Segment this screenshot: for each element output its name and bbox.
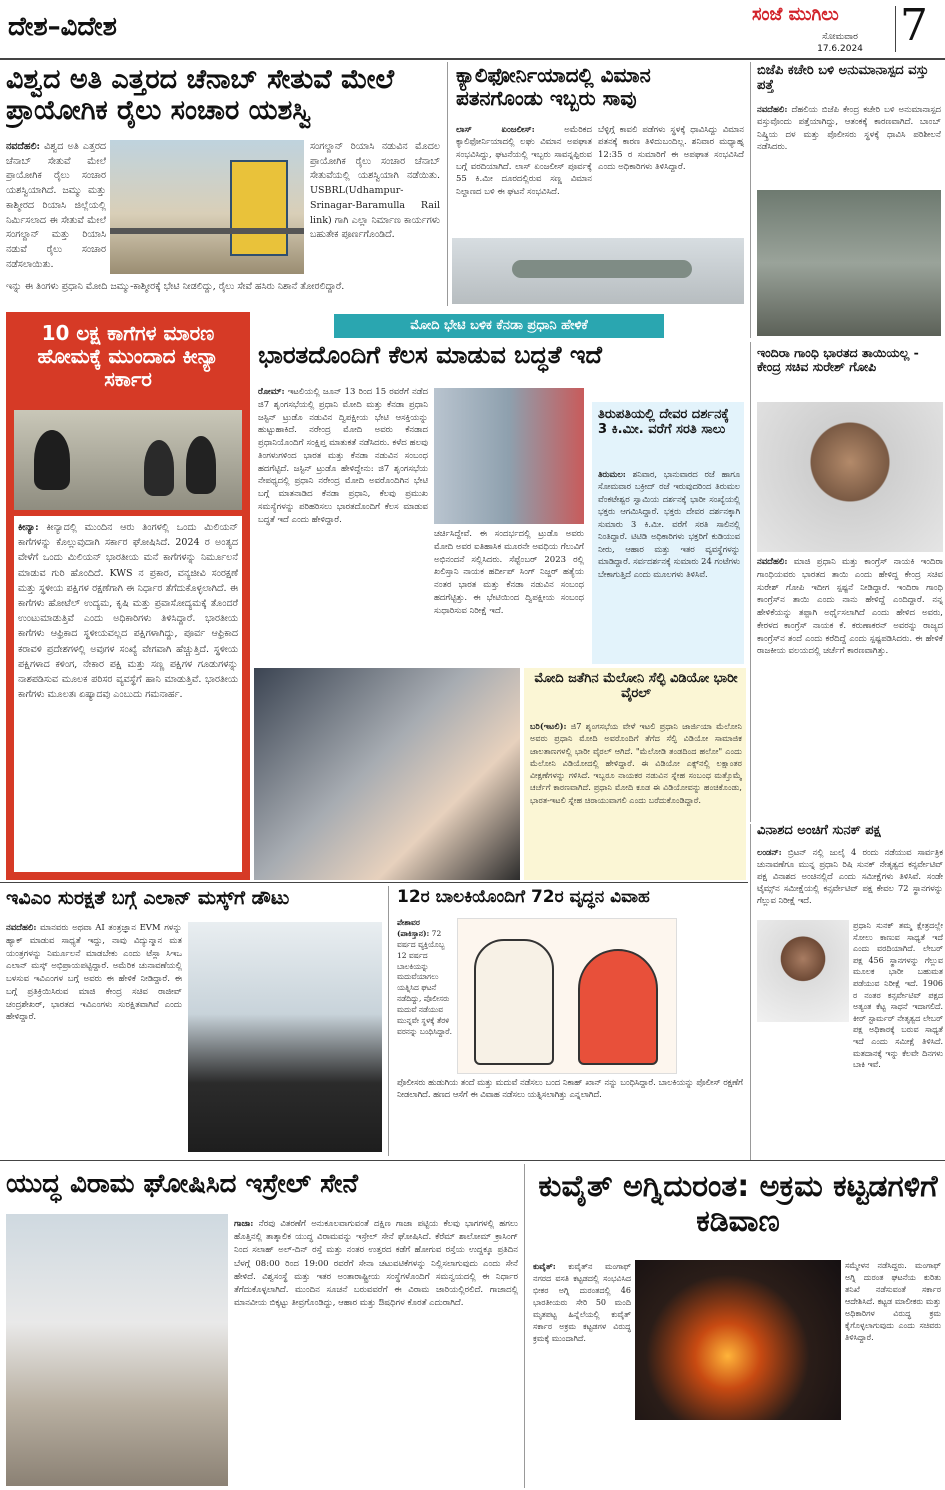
dateline: ಕುವೈತ್:	[533, 1261, 556, 1271]
headline: ಇಂದಿರಾ ಗಾಂಧಿ ಭಾರತದ ತಾಯಿಯಲ್ಲ - ಕೇಂದ್ರ ಸಚಿವ ಸುರೇಶ್ ಗೋಪಿ	[757, 346, 919, 375]
aircraft-photo	[452, 238, 744, 304]
headline: ಕುವೈತ್ ಅಗ್ನಿದುರಂತ: ಅಕ್ರಮ ಕಟ್ಟಡಗಳಿಗೆ ಕಡಿವಾಣ	[538, 1170, 938, 1239]
row-rule	[0, 882, 748, 883]
body-text: ನೆರವು ವಿತರಣೆಗೆ ಅನುಕೂಲವಾಗುವಂತೆ ದಕ್ಷಿಣ ಗಾಜಾ ಪಟ್ಟಿಯ ಕೆಲವು ಭಾಗಗಳಲ್ಲಿ ಹಗಲು ಹೊತ್ತಿನಲ್ಲಿ ತಾತ್ಕಾಲಿಕ ಯುದ್ಧ ವಿರಾಮವನ್ನು ಇಸ್ರೇಲ್ ಸೇನೆ ಘೋಷಿಸಿದೆ. ಕೆರೆಮ್ ಶಾಲೋಮ್ ಕ್ರಾಸಿಂಗ್ ನಿಂದ ಸಲಾಹ್ ಅಲ್-ದಿನ್ ರಸ್ತೆ ಮತ್ತು ನಂತರ ಉತ್ತರದ ಕಡೆಗೆ ಹೋಗುವ ರಸ್ತೆಯ ಉದ್ದಕ್ಕೂ ಪ್ರತಿದಿನ ಬೆಳಗ್ಗೆ 08:00 ರಿಂದ 19:00 ರವರೆಗೆ ಸೇನಾ ಚಟುವಟಿಕೆಗಳನ್ನು ನಿಲ್ಲಿಸಲಾಗುವುದು ಎಂದು ಸೇನೆ ಹೇಳಿದೆ. ವಿಶ್ವಸಂಸ್ಥೆ ಮತ್ತು ಇತರ ಅಂತಾರಾಷ್ಟ್ರೀಯ ಸಂಸ್ಥೆಗಳೊಂದಿಗೆ ಸಮನ್ವಯದಲ್ಲಿ ಈ ನಿರ್ಧಾರ ತೆಗೆದುಕೊಳ್ಳಲಾಗಿದೆ. ಮುಂದಿನ ಸೂಚನೆ ಬರುವವರೆಗೆ ಈ ವಿರಾಮ ಜಾರಿಯಲ್ಲಿರಲಿದೆ. ಗಾಜಾದಲ್ಲಿ ಮಾನವೀಯ ಬಿಕ್ಕಟ್ಟು ತೀವ್ರಗೊಂಡಿದ್ದು, ಆಹಾರ ಮತ್ತು ಔಷಧಿಗಳ ಕೊರತೆ ಎದುರಾಗಿದೆ.	[234, 1219, 518, 1309]
dateline: ಲಂಡನ್:	[757, 847, 782, 857]
wedding-illustration	[457, 918, 677, 1074]
dateline: ಲಾಸ್ ಏಂಜಲೀಸ್:	[456, 125, 535, 135]
body-2: ಪ್ರಧಾನಿ ಸುನಕ್ ತಮ್ಮ ಕ್ಷೇತ್ರದಲ್ಲೇ ಸೋಲು ಕಾಣುವ ಸಾಧ್ಯತೆ ಇದೆ ಎಂದು ವರದಿಯಾಗಿದೆ. ಲೇಬರ್ ಪಕ್ಷ 456 ಸ್ಥಾನಗಳನ್ನು ಗೆಲ್ಲುವ ಮೂಲಕ ಭಾರೀ ಬಹುಮತ ಪಡೆಯುವ ನಿರೀಕ್ಷೆ ಇದೆ. 1906 ರ ನಂತರ ಕನ್ಸರ್ವೇಟಿವ್ ಪಕ್ಷದ ಅತ್ಯಂತ ಕೆಟ್ಟ ಸಾಧನೆ ಇದಾಗಲಿದೆ. ಕೀರ್ ಸ್ಟಾರ್ಮರ್ ನೇತೃತ್ವದ ಲೇಬರ್ ಪಕ್ಷ ಅಧಿಕಾರಕ್ಕೆ ಬರುವ ಸಾಧ್ಯತೆ ಇದೆ ಎಂದು ಸಮೀಕ್ಷೆ ತಿಳಿಸಿದೆ. ಮತದಾನಕ್ಕೆ ಇನ್ನು ಕೆಲವೇ ದಿನಗಳು ಬಾಕಿ ಇವೆ.	[853, 921, 943, 1070]
aid-trucks-photo	[6, 1214, 228, 1486]
headline: 12ರ ಬಾಲಕಿಯೊಂದಿಗೆ 72ರ ವೃದ್ಧನ ವಿವಾಹ	[397, 888, 650, 907]
groom-figure	[474, 939, 554, 1065]
kicker: ಮೋದಿ ಭೇಟಿ ಬಳಿಕ ಕೆನಡಾ ಪ್ರಧಾನಿ ಹೇಳಿಕೆ	[334, 314, 664, 338]
masthead	[0, 0, 945, 58]
body	[530, 720, 742, 876]
building-fire-photo	[635, 1260, 841, 1420]
article-california	[447, 62, 747, 306]
body	[757, 846, 943, 918]
body	[456, 124, 592, 234]
article-suresh-gopi	[750, 342, 945, 822]
train-bridge-photo	[110, 140, 304, 274]
modi-trudeau-photo	[434, 388, 584, 524]
dateline: ನವದೆಹಲಿ:	[6, 923, 37, 933]
crows-photo	[14, 410, 242, 510]
headline: ವಿಶ್ವದ ಅತಿ ಎತ್ತರದ ಚೆನಾಬ್ ಸೇತುವೆ ಮೇಲೆ ಪ್ರಾಯೋಗಿಕ ರೈಲು ಸಂಚಾರ ಯಶಸ್ವಿ	[6, 64, 395, 127]
crow-shape	[186, 436, 216, 494]
page-number: 7	[900, 0, 928, 51]
body-text: ಜಿ7 ಶೃಂಗಸಭೆಯ ವೇಳೆ ಇಟಲಿ ಪ್ರಧಾನಿ ಜಾರ್ಜಿಯಾ ಮೆಲೋನಿ ಅವರು ಪ್ರಧಾನಿ ಮೋದಿ ಅವರೊಂದಿಗೆ ತೆಗೆದ ಸೆಲ್ಫಿ ವಿಡಿಯೋ ಸಾಮಾಜಿಕ ಜಾಲತಾಣಗಳಲ್ಲಿ ಭಾರೀ ವೈರಲ್ ಆಗಿದೆ. "ಮೆಲೋಡಿ ತಂಡದಿಂದ ಹಲೋ" ಎಂದು ಮೆಲೋನಿ ವಿಡಿಯೋದಲ್ಲಿ ಹೇಳಿದ್ದಾರೆ. ಈ ವಿಡಿಯೋ ಎಕ್ಸ್‌ನಲ್ಲಿ ಲಕ್ಷಾಂತರ ವೀಕ್ಷಣೆಗಳನ್ನು ಗಳಿಸಿದೆ. ಇಬ್ಬರೂ ನಾಯಕರ ನಡುವಿನ ಸ್ನೇಹ ಸಂಬಂಧ ಮತ್ತೊಮ್ಮೆ ಚರ್ಚೆಗೆ ಕಾರಣವಾಗಿದೆ. ಪ್ರಧಾನಿ ಮೋದಿ ಕೂಡ ಈ ವಿಡಿಯೋವನ್ನು ಹಂಚಿಕೊಂಡು, ಭಾರತ-ಇಟಲಿ ಸ್ನೇಹ ಚಿರಾಯುವಾಗಲಿ ಎಂದು ಬರೆದುಕೊಂಡಿದ್ದಾರೆ.	[530, 721, 742, 805]
body	[258, 386, 428, 658]
body	[397, 918, 453, 1068]
suresh-gopi-photo	[757, 402, 943, 552]
body-text: ಶನಿವಾರ, ಭಾನುವಾರದ ರಜೆ ಹಾಗೂ ಸೋಮವಾರ ಬಕ್ರೀದ್ ರಜೆ ಇರುವುದರಿಂದ ತಿರುಮಲ ವೆಂಕಟೇಶ್ವರ ಸ್ವಾಮಿಯ ದರ್ಶನಕ್ಕೆ ಭಾರೀ ಸಂಖ್ಯೆಯಲ್ಲಿ ಭಕ್ತರು ಆಗಮಿಸಿದ್ದಾರೆ. ಭಕ್ತರು ದೇವರ ದರ್ಶನಕ್ಕಾಗಿ ಸುಮಾರು 3 ಕಿ.ಮೀ. ವರೆಗೆ ಸರತಿ ಸಾಲಿನಲ್ಲಿ ನಿಂತಿದ್ದಾರೆ. ಟಿಟಿಡಿ ಅಧಿಕಾರಿಗಳು ಭಕ್ತರಿಗೆ ಕುಡಿಯುವ ನೀರು, ಆಹಾರ ಮತ್ತು ಇತರ ವ್ಯವಸ್ಥೆಗಳನ್ನು ಮಾಡಿದ್ದಾರೆ. ಸರ್ವದರ್ಶನಕ್ಕೆ ಸುಮಾರು 24 ಗಂಟೆಗಳು ಬೇಕಾಗುತ್ತಿದೆ ಎಂದು ಮೂಲಗಳು ತಿಳಿಸಿವೆ.	[598, 469, 740, 579]
body-text: ಮಾನವರು ಅಥವಾ AI ತಂತ್ರಜ್ಞಾನ EVM ಗಳನ್ನು ಹ್ಯಾಕ್ ಮಾಡುವ ಸಾಧ್ಯತೆ ಇದ್ದು, ನಾವು ವಿದ್ಯುನ್ಮಾನ ಮತ ಯಂತ್ರಗಳನ್ನು ನಿರ್ಮೂಲನೆ ಮಾಡಬೇಕು ಎಂದು ಟೆಸ್ಲಾ ಸಿಇಒ ಎಲಾನ್ ಮಸ್ಕ್ ಅಭಿಪ್ರಾಯಪಟ್ಟಿದ್ದಾರೆ. ಅಮೆರಿಕ ಚುನಾವಣೆಯಲ್ಲಿ ಬಳಸುವ ಇವಿಎಂಗಳ ಬಗ್ಗೆ ಅವರು ಈ ಹೇಳಿಕೆ ನೀಡಿದ್ದಾರೆ. ಈ ಬಗ್ಗೆ ಪ್ರತಿಕ್ರಿಯಿಸಿರುವ ಮಾಜಿ ಕೇಂದ್ರ ಸಚಿವ ರಾಜೀವ್ ಚಂದ್ರಶೇಖರ್, ಭಾರತದ ಇವಿಎಂಗಳು ಸುರಕ್ಷಿತವಾಗಿವೆ ಎಂದು ಹೇಳಿದ್ದಾರೆ.	[6, 923, 182, 1023]
article-musk	[4, 886, 384, 1156]
body-text: ಕೀನ್ಯಾದಲ್ಲಿ ಮುಂದಿನ ಆರು ತಿಂಗಳಲ್ಲಿ ಒಂದು ಮಿಲಿಯನ್ ಕಾಗೆಗಳನ್ನು ಕೊಲ್ಲುವುದಾಗಿ ಸರ್ಕಾರ ಘೋಷಿಸಿದೆ. 2024 ರ ಅಂತ್ಯದ ವೇಳೆಗೆ ಒಂದು ಮಿಲಿಯನ್ ಭಾರತೀಯ ಮನೆ ಕಾಗೆಗಳನ್ನು ನಿರ್ಮೂಲನೆ ಮಾಡುವ ಗುರಿ ಹೊಂದಿದೆ. KWS ನ ಪ್ರಕಾರ, ವನ್ಯಜೀವಿ ಸಂರಕ್ಷಣೆ ಮತ್ತು ಸ್ಥಳೀಯ ಪಕ್ಷಿಗಳ ರಕ್ಷಣೆಗಾಗಿ ಈ ನಿರ್ಧಾರ ತೆಗೆದುಕೊಳ್ಳಲಾಗಿದೆ. ಈ ಕಾಗೆಗಳು ಹೋಟೆಲ್ ಉದ್ಯಮ, ಕೃಷಿ ಮತ್ತು ಪ್ರವಾಸೋದ್ಯಮಕ್ಕೆ ತೊಂದರೆ ಉಂಟುಮಾಡುತ್ತಿವೆ ಎಂದು ಅಧಿಕಾರಿಗಳು ತಿಳಿಸಿದ್ದಾರೆ. ಭಾರತೀಯ ಕಾಗೆಗಳು ಆಫ್ರಿಕಾದ ಸ್ಥಳೀಯವಲ್ಲದ ಪಕ್ಷಿಗಳಾಗಿದ್ದು, ಪೂರ್ವ ಆಫ್ರಿಕಾದ ಕರಾವಳಿ ಪ್ರದೇಶಗಳಲ್ಲಿ ಅವುಗಳ ಸಂಖ್ಯೆ ವೇಗವಾಗಿ ಹೆಚ್ಚುತ್ತಿದೆ. ಸ್ಥಳೀಯ ಪಕ್ಷಿಗಳಾದ ಕಳಿಂಗ, ನೇಕಾರ ಪಕ್ಷಿ ಮತ್ತು ಸಣ್ಣ ಪಕ್ಷಿಗಳ ಗೂಡುಗಳನ್ನು ನಾಶಪಡಿಸುವ ಮೂಲಕ ಪರಿಸರ ವ್ಯವಸ್ಥೆಗೆ ಹಾನಿ ಮಾಡುತ್ತಿವೆ. ಭಾರತೀಯ ಕಾಗೆಗಳು ಮೂಲತಃ ಏಷ್ಯಾದವು ಎಂಬುದು ಗಮನಾರ್ಹ.	[18, 522, 238, 701]
body-text: ವಿಶ್ವದ ಅತಿ ಎತ್ತರದ ಚೆನಾಬ್ ಸೇತುವೆ ಮೇಲೆ ಪ್ರಾಯೋಗಿಕ ರೈಲು ಸಂಚಾರ ಯಶಸ್ವಿಯಾಗಿದೆ. ಜಮ್ಮು ಮತ್ತು ಕಾಶ್ಮೀರದ ರಿಯಾಸಿ ಜಿಲ್ಲೆಯಲ್ಲಿ ನಿರ್ಮಿಸಲಾದ ಈ ಸೇತುವೆ ಮೇಲೆ ಸಂಗಲ್ದಾನ್ ಮತ್ತು ರಿಯಾಸಿ ನಡುವೆ ರೈಲು ಸಂಚಾರ ನಡೆಸಲಾಯಿತು.	[6, 141, 106, 270]
body	[757, 556, 943, 778]
section-title: ದೇಶ–ವಿದೇಶ	[8, 12, 117, 42]
masthead-rule	[0, 58, 945, 60]
body	[598, 468, 740, 660]
headline: ಮೋದಿ ಜತೆಗಿನ ಮೆಲೋನಿ ಸೆಲ್ಫಿ ವಿಡಿಯೋ ಭಾರೀ ವೈರಲ್	[534, 672, 738, 701]
dateline: ರೋಮ್:	[258, 387, 285, 397]
headline: 10 ಲಕ್ಷ ಕಾಗೆಗಳ ಮಾರಣ ಹೋಮಕ್ಕೆ ಮುಂದಾದ ಕೀನ್ಯಾ ಸರ್ಕಾರ	[37, 322, 219, 391]
article-bjp-office	[750, 62, 945, 338]
dateline: ಬರಿ(ಇಟಲಿ):	[530, 721, 567, 731]
train-shape	[230, 160, 288, 256]
crow-shape	[34, 430, 70, 490]
dateline: ನವದೆಹಲಿ:	[757, 105, 788, 115]
headline: ಕ್ಯಾಲಿಫೋರ್ನಿಯಾದಲ್ಲಿ ವಿಮಾನ ಪತನಗೊಂಡು ಇಬ್ಬರು ಸಾವು	[456, 64, 651, 110]
headline: ಭಾರತದೊಂದಿಗೆ ಕೆಲಸ ಮಾಡುವ ಬದ್ಧತೆ ಇದೆ	[258, 342, 602, 369]
article-meloni	[524, 668, 746, 880]
meloni-modi-photo	[254, 668, 520, 880]
body	[757, 104, 941, 194]
body-text: ಅಮೆರಿಕದ ಕ್ಯಾಲಿಫೋರ್ನಿಯಾದಲ್ಲಿ ಲಘು ವಿಮಾನ ಅಪಘಾತ ಸಂಭವಿಸಿದ್ದು, ಘಟನೆಯಲ್ಲಿ ಇಬ್ಬರು ಸಾವನ್ನಪ್ಪಿರುವ ಬಗ್ಗೆ ವರದಿಯಾಗಿದೆ. ಲಾಸ್ ಏಂಜಲೀಸ್ ಪೂರ್ವಕ್ಕೆ 55 ಕಿ.ಮೀ ದೂರದಲ್ಲಿರುವ ಸಣ್ಣ ವಿಮಾನ ನಿಲ್ದಾಣದ ಬಳಿ ಈ ಘಟನೆ ಸಂಭವಿಸಿದೆ.	[456, 125, 592, 197]
headline: ತಿರುಪತಿಯಲ್ಲಿ ದೇವರ ದರ್ಶನಕ್ಕೆ 3 ಕಿ.ಮೀ. ವರೆಗೆ ಸರತಿ ಸಾಲು	[598, 408, 729, 437]
row-rule	[0, 1160, 945, 1161]
article-kuwait	[524, 1164, 945, 1488]
body-text: ಮಾಜಿ ಪ್ರಧಾನಿ ಮತ್ತು ಕಾಂಗ್ರೆಸ್ ನಾಯಕಿ ಇಂದಿರಾ ಗಾಂಧಿಯವರು ಭಾರತದ ತಾಯಿ ಎಂದು ಹೇಳಿದ್ದ ಕೇಂದ್ರ ಸಚಿವ ಸುರೇಶ್ ಗೋಪಿ ಇದೀಗ ಸ್ಪಷ್ಟನೆ ನೀಡಿದ್ದಾರೆ. ಇಂದಿರಾ ಗಾಂಧಿ ಕಾಂಗ್ರೆಸ್‌ನ ತಾಯಿ ಎಂದು ನಾನು ಹೇಳಿದ್ದೆ ಎಂದಿದ್ದಾರೆ. ನನ್ನ ಹೇಳಿಕೆಯನ್ನು ತಪ್ಪಾಗಿ ಅರ್ಥೈಸಲಾಗಿದೆ ಎಂದು ಹೇಳಿದ ಅವರು, ಕೇರಳದ ಕಾಂಗ್ರೆಸ್ ನಾಯಕ ಕೆ. ಕರುಣಾಕರನ್ ಅವರನ್ನು ರಾಜ್ಯದ ಕಾಂಗ್ರೆಸ್‌ನ ತಂದೆ ಎಂದು ಕರೆದಿದ್ದೆ ಎಂದು ಸ್ಪಷ್ಟಪಡಿಸಿದರು. ಈ ಹೇಳಿಕೆ ರಾಜಕೀಯ ವಲಯದಲ್ಲಿ ಚರ್ಚೆಗೆ ಕಾರಣವಾಗಿತ್ತು.	[757, 557, 943, 657]
body-2: ಪೊಲೀಸರು ಹುಡುಗಿಯ ತಂದೆ ಮತ್ತು ಮದುವೆ ನಡೆಸಲು ಬಂದ ನಿಕಾಹ್ ಖಾನ್ ನನ್ನು ಬಂಧಿಸಿದ್ದಾರೆ. ಬಾಲಕಿಯನ್ನು ಪೊಲೀಸ್ ರಕ್ಷಣೆಗೆ ನೀಡಲಾಗಿದೆ. ಹಣದ ಆಸೆಗೆ ಈ ವಿವಾಹ ನಡೆಸಲು ಯತ್ನಿಸಲಾಗಿತ್ತು ಎನ್ನಲಾಗಿದೆ.	[397, 1077, 743, 1100]
elon-musk-evm-photo	[188, 922, 382, 1152]
bridge-shape	[110, 228, 304, 234]
article-israel	[4, 1164, 520, 1488]
body-text: ದೆಹಲಿಯ ಬಿಜೆಪಿ ಕೇಂದ್ರ ಕಚೇರಿ ಬಳಿ ಅನುಮಾನಾಸ್ಪದ ವಸ್ತುವೊಂದು ಪತ್ತೆಯಾಗಿದ್ದು, ಆತಂಕಕ್ಕೆ ಕಾರಣವಾಗಿದೆ. ಬಾಂಬ್ ನಿಷ್ಕ್ರಿಯ ದಳ ಮತ್ತು ಪೊಲೀಸರು ಸ್ಥಳಕ್ಕೆ ಧಾವಿಸಿ ಪರಿಶೀಲನೆ ನಡೆಸಿದರು.	[757, 105, 941, 152]
body-text: ಕುವೈತ್‌ನ ಮಂಗಾಫ್ ನಗರದ ವಸತಿ ಕಟ್ಟಡದಲ್ಲಿ ಸಂಭವಿಸಿದ ಭೀಕರ ಅಗ್ನಿ ದುರಂತದಲ್ಲಿ 46 ಭಾರತೀಯರು ಸೇರಿ 50 ಮಂದಿ ಮೃತಪಟ್ಟ ಹಿನ್ನೆಲೆಯಲ್ಲಿ ಕುವೈತ್ ಸರ್ಕಾರ ಅಕ್ರಮ ಕಟ್ಟಡಗಳ ವಿರುದ್ಧ ಕ್ರಮಕ್ಕೆ ಮುಂದಾಗಿದೆ.	[533, 1262, 631, 1343]
day-label: ಸೋಮವಾರ	[822, 32, 858, 42]
body-2: ಚರ್ಚಿಸಿದ್ದೇವೆ. ಈ ಸಂದರ್ಭದಲ್ಲಿ ಟ್ರುಡೊ ಅವರು ಮೋದಿ ಅವರ ಐತಿಹಾಸಿಕ ಮೂರನೇ ಅವಧಿಯ ಗೆಲುವಿಗೆ ಅಭಿನಂದನೆ ಸಲ್ಲಿಸಿದರು. ಸೆಪ್ಟೆಂಬರ್ 2023 ರಲ್ಲಿ ಖಲಿಸ್ತಾನಿ ನಾಯಕ ಹರ್ದೀಪ್ ಸಿಂಗ್ ನಿಜ್ಜರ್ ಹತ್ಯೆಯ ನಂತರ ಭಾರತ ಮತ್ತು ಕೆನಡಾ ನಡುವಿನ ಸಂಬಂಧ ಹದಗೆಟ್ಟಿತ್ತು. ಈ ಭೇಟಿಯಿಂದ ದ್ವಿಪಕ್ಷೀಯ ಸಂಬಂಧ ಸುಧಾರಿಸುವ ನಿರೀಕ್ಷೆ ಇದೆ.	[434, 529, 584, 616]
article-chenab	[4, 62, 442, 306]
dateline: ನವದೆಹಲಿ:	[757, 557, 788, 567]
dateline: ಪೇಶಾವರ (ಪಾಕಿಸ್ತಾನ):	[397, 918, 430, 938]
body-text: ಬ್ರಿಟನ್ ನಲ್ಲಿ ಜುಲೈ 4 ರಂದು ನಡೆಯುವ ಸಾರ್ವತ್ರಿಕ ಚುನಾವಣೆಗೂ ಮುನ್ನ ಪ್ರಧಾನಿ ರಿಷಿ ಸುನಕ್ ನೇತೃತ್ವದ ಕನ್ಸರ್ವೇಟಿವ್ ಪಕ್ಷ ವಿನಾಶದ ಅಂಚಿನಲ್ಲಿದೆ ಎಂದು ಸಮೀಕ್ಷೆಗಳು ತಿಳಿಸಿವೆ. ಸಂಡೇ ಟೈಮ್ಸ್‌ನ ಸಮೀಕ್ಷೆಯಲ್ಲಿ ಕನ್ಸರ್ವೇಟಿವ್ ಪಕ್ಷ ಕೇವಲ 72 ಸ್ಥಾನಗಳನ್ನು ಗೆಲ್ಲುವ ನಿರೀಕ್ಷೆ ಇದೆ.	[757, 847, 943, 906]
body-text: ಇಟಲಿಯಲ್ಲಿ ಜೂನ್ 13 ರಿಂದ 15 ರವರೆಗೆ ನಡೆದ ಜಿ7 ಶೃಂಗಸಭೆಯಲ್ಲಿ ಪ್ರಧಾನಿ ಮೋದಿ ಮತ್ತು ಕೆನಡಾ ಪ್ರಧಾನಿ ಜಸ್ಟಿನ್ ಟ್ರುಡೊ ನಡುವಿನ ದ್ವಿಪಕ್ಷೀಯ ಭೇಟಿ ಆಸಕ್ತಿಯನ್ನು ಹುಟ್ಟುಹಾಕಿದೆ. ನರೇಂದ್ರ ಮೋದಿ ಅವರು ಕೆನಡಾದ ಪ್ರಧಾನಿಯೊಂದಿಗೆ ಸಂಕ್ಷಿಪ್ತ ಮಾತುಕತೆ ನಡೆಸಿದರು. ಕಳೆದ ಹಲವು ತಿಂಗಳುಗಳಿಂದ ಭಾರತ ಮತ್ತು ಕೆನಡಾ ನಡುವಿನ ಸಂಬಂಧ ಹದಗೆಟ್ಟಿದೆ. ಜಸ್ಟಿನ್ ಟ್ರುಡೊ ಹೇಳಿದ್ದೇನು: ಜಿ7 ಶೃಂಗಸಭೆಯ ನೇಪಥ್ಯದಲ್ಲಿ ಪ್ರಧಾನಿ ನರೇಂದ್ರ ಮೋದಿ ಅವರೊಂದಿಗಿನ ಭೇಟಿ ಬಗ್ಗೆ ಮಾತನಾಡಿದ ಕೆನಡಾ ಪ್ರಧಾನಿ, ಕೆಲವು ಪ್ರಮುಖ ಸಮಸ್ಯೆಗಳನ್ನು ಪರಿಹರಿಸಲು ಭಾರತದೊಂದಿಗೆ ಕೆಲಸ ಮಾಡುವ ಬದ್ಧತೆ ಇದೆ ಎಂದು ಹೇಳಿದ್ದಾರೆ.	[258, 387, 428, 525]
page-divider	[895, 6, 896, 52]
headline: ಬಿಜೆಪಿ ಕಚೇರಿ ಬಳಿ ಅನುಮಾನಾಸ್ಪದ ವಸ್ತು ಪತ್ತೆ	[757, 64, 929, 93]
body	[234, 1218, 518, 1484]
body-2: ಸಂಗಲ್ದಾನ್ ರಿಯಾಸಿ ನಡುವಿನ ಮೊದಲ ಪ್ರಾಯೋಗಿಕ ರೈಲು ಸಂಚಾರ ಚೆನಾಬ್ ಸೇತುವೆಯಲ್ಲಿ ಯಶಸ್ವಿಯಾಗಿ ನಡೆಯಿತು. USBRL(Udhampur-Srinagar-Baramulla Rail link) ಗಾಗಿ ಎಲ್ಲಾ ನಿರ್ಮಾಣ ಕಾರ್ಯಗಳು ಬಹುತೇಕ ಪೂರ್ಣಗೊಂಡಿದೆ.	[310, 141, 440, 241]
headline: ಯುದ್ಧ ವಿರಾಮ ಘೋಷಿಸಿದ ಇಸ್ರೇಲ್ ಸೇನೆ	[6, 1170, 359, 1199]
headline: ವಿನಾಶದ ಅಂಚಿಗೆ ಸುನಕ್ ಪಕ್ಷ	[757, 824, 881, 838]
bride-figure	[578, 949, 658, 1065]
article-tirupati	[592, 402, 744, 664]
dateline: ನವದೆಹಲಿ:	[6, 141, 41, 152]
footer: ಇನ್ನು ಈ ತಿಂಗಳು ಪ್ರಧಾನಿ ಮೋದಿ ಜಮ್ಮು-ಕಾಶ್ಮೀರಕ್ಕೆ ಭೇಟಿ ನೀಡಲಿದ್ದು, ರೈಲು ಸೇವೆ ಹಸಿರು ನಿಶಾನೆ ತೋರಲಿದ್ದಾರೆ.	[6, 281, 345, 292]
suspicious-object-photo	[757, 190, 941, 336]
date-label: 17.6.2024	[817, 44, 863, 54]
dateline: ತಿರುಮಲ:	[598, 469, 626, 479]
aircraft-shape	[512, 260, 692, 278]
rishi-sunak-photo	[757, 920, 849, 1022]
body	[14, 516, 242, 872]
article-sunak	[750, 824, 945, 1160]
headline: ಇವಿಎಂ ಸುರಕ್ಷತೆ ಬಗ್ಗೆ ಎಲಾನ್ ಮಸ್ಕ್‌ಗೆ ಡೌಟು	[6, 888, 290, 909]
body	[6, 922, 182, 1152]
dateline: ಕೀನ್ಯಾ:	[18, 522, 39, 533]
body	[6, 140, 106, 280]
article-child-marriage	[388, 886, 746, 1156]
body	[533, 1260, 631, 1484]
paper-logo: ಸಂಜೆ ಮುಗಿಲು	[752, 4, 839, 25]
body-text: 72 ವರ್ಷದ ವ್ಯಕ್ತಿಯೊಬ್ಬ 12 ವರ್ಷದ ಬಾಲಕಿಯನ್ನು ಮದುವೆಯಾಗಲು ಯತ್ನಿಸಿದ ಘಟನೆ ನಡೆದಿದ್ದು, ಪೊಲೀಸರು ಮದುವೆ ನಡೆಯುವ ಮುನ್ನವೇ ಸ್ಥಳಕ್ಕೆ ತೆರಳಿ ವರನನ್ನು ಬಂಧಿಸಿದ್ದಾರೆ.	[397, 928, 452, 1036]
article-kenya	[6, 312, 250, 880]
dateline: ಗಾಜಾ:	[234, 1219, 254, 1229]
crow-shape	[144, 440, 174, 496]
body-2: ಸಮ್ಮೇಳನ ನಡೆಸಿದ್ದರು. ಮಂಗಾಫ್ ಅಗ್ನಿ ದುರಂತ ಘಟನೆಯ ಕುರಿತು ತನಿಖೆ ನಡೆಸುವಂತೆ ಸರ್ಕಾರ ಆದೇಶಿಸಿದೆ. ಕಟ್ಟಡ ಮಾಲೀಕರು ಮತ್ತು ಅಧಿಕಾರಿಗಳ ವಿರುದ್ಧ ಕ್ರಮ ಕೈಗೊಳ್ಳಲಾಗುವುದು ಎಂದು ಸಚಿವರು ತಿಳಿಸಿದ್ದಾರೆ.	[845, 1261, 941, 1342]
body-2: ಬೆಳ್ಳಿಗ್ಗೆ ಕಾವಲಿ ಪಡೆಗಳು ಸ್ಥಳಕ್ಕೆ ಧಾವಿಸಿದ್ದು ವಿಮಾನ ಪತನಕ್ಕೆ ಕಾರಣ ತಿಳಿದುಬಂದಿಲ್ಲ. ಶನಿವಾರ ಮಧ್ಯಾಹ್ನ 12:35 ರ ಸುಮಾರಿಗೆ ಈ ಅಪಘಾತ ಸಂಭವಿಸಿದೆ ಎಂದು ಅಧಿಕಾರಿಗಳು ತಿಳಿಸಿದ್ದಾರೆ.	[598, 125, 744, 172]
